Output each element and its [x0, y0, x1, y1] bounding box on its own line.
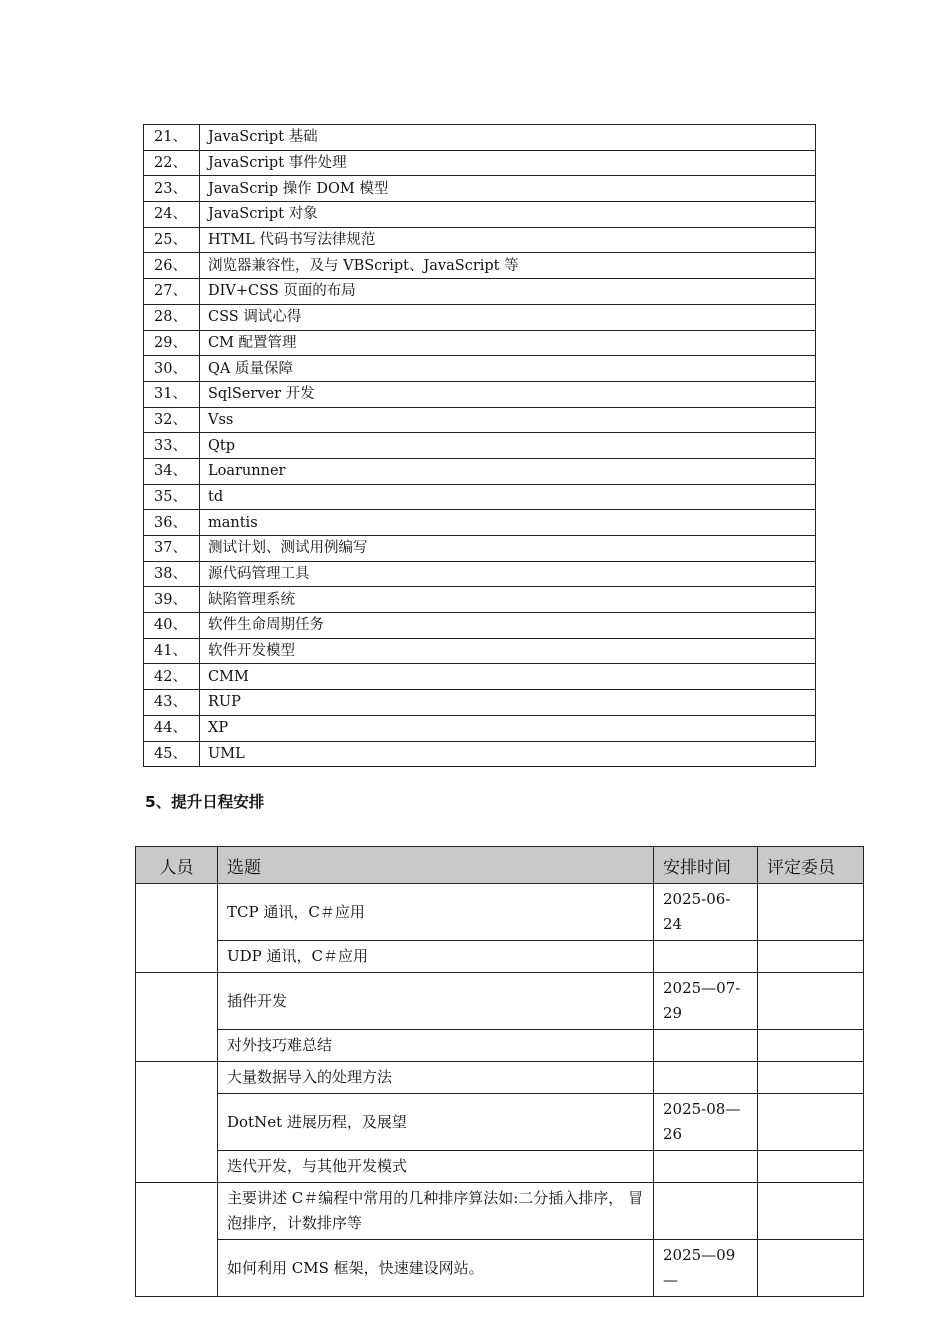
topic-text: JavaScript 事件处理: [200, 150, 816, 176]
topic-text: 缺陷管理系统: [200, 587, 816, 613]
topic-text: CSS 调试心得: [200, 304, 816, 330]
topic-number: 25、: [144, 227, 200, 253]
committee-cell: [758, 1062, 864, 1094]
topic-number: 36、: [144, 510, 200, 536]
table-row: [144, 381, 816, 407]
table-row: [144, 330, 816, 356]
topic-number: 32、: [144, 407, 200, 433]
topic-text: XP: [200, 715, 816, 741]
topic-text: RUP: [200, 690, 816, 716]
topic-number: 29、: [144, 330, 200, 356]
column-header-time: 安排时间: [654, 847, 758, 884]
schedule-table: [135, 846, 864, 1297]
table-row: [144, 536, 816, 562]
committee-cell: [758, 1030, 864, 1062]
committee-cell: [758, 884, 864, 941]
table-row: [144, 613, 816, 639]
table-row: [136, 1062, 864, 1094]
table-row: [136, 941, 864, 973]
topic-number: 31、: [144, 381, 200, 407]
topic-number: 24、: [144, 202, 200, 228]
table-row: [144, 407, 816, 433]
topic-text: JavaScrip 操作 DOM 模型: [200, 176, 816, 202]
table-row: [144, 253, 816, 279]
time-cell: [654, 1183, 758, 1240]
topic-cell: TCP 通讯，C＃应用: [218, 884, 654, 941]
table-row: [136, 884, 864, 941]
topic-cell: 大量数据导入的处理方法: [218, 1062, 654, 1094]
topic-number: 44、: [144, 715, 200, 741]
topic-number: 35、: [144, 484, 200, 510]
table-row: [144, 741, 816, 767]
topic-number: 33、: [144, 433, 200, 459]
topic-number: 27、: [144, 279, 200, 305]
topic-number: 38、: [144, 561, 200, 587]
table-row: [144, 690, 816, 716]
topic-number: 22、: [144, 150, 200, 176]
topic-number: 42、: [144, 664, 200, 690]
column-header-topic: 选题: [218, 847, 654, 884]
table-row: [136, 1030, 864, 1062]
topic-text: 浏览器兼容性，及与 VBScript、JavaScript 等: [200, 253, 816, 279]
time-cell: 2025-06-24: [654, 884, 758, 941]
topic-text: 测试计划、测试用例编写: [200, 536, 816, 562]
topic-number: 21、: [144, 125, 200, 151]
column-header-person: 人员: [136, 847, 218, 884]
topic-number: 41、: [144, 638, 200, 664]
topic-number: 43、: [144, 690, 200, 716]
table-row: [136, 1240, 864, 1297]
topic-text: UML: [200, 741, 816, 767]
table-row: [144, 715, 816, 741]
topic-text: SqlServer 开发: [200, 381, 816, 407]
table-header-row: [136, 847, 864, 884]
topic-text: Vss: [200, 407, 816, 433]
committee-cell: [758, 941, 864, 973]
topic-text: 软件开发模型: [200, 638, 816, 664]
topic-cell: UDP 通讯，C＃应用: [218, 941, 654, 973]
committee-cell: [758, 1240, 864, 1297]
table-row: [144, 561, 816, 587]
time-cell: [654, 1030, 758, 1062]
person-cell: [136, 1183, 218, 1297]
table-row: [144, 664, 816, 690]
table-row: [144, 304, 816, 330]
topic-text: DIV+CSS 页面的布局: [200, 279, 816, 305]
table-row: [144, 356, 816, 382]
topic-number: 30、: [144, 356, 200, 382]
topic-text: CM 配置管理: [200, 330, 816, 356]
topic-text: Qtp: [200, 433, 816, 459]
committee-cell: [758, 1183, 864, 1240]
person-cell: [136, 973, 218, 1062]
table-row: [136, 1183, 864, 1240]
topic-number: 28、: [144, 304, 200, 330]
time-cell: 2025-08—26: [654, 1094, 758, 1151]
topic-text: Loarunner: [200, 458, 816, 484]
topic-number: 23、: [144, 176, 200, 202]
committee-cell: [758, 973, 864, 1030]
topic-cell: 如何利用 CMS 框架，快速建设网站。: [218, 1240, 654, 1297]
table-row: [144, 587, 816, 613]
table-row: [144, 638, 816, 664]
table-row: [144, 150, 816, 176]
time-cell: 2025—09—: [654, 1240, 758, 1297]
table-row: [136, 973, 864, 1030]
topic-text: QA 质量保障: [200, 356, 816, 382]
column-header-committee: 评定委员: [758, 847, 864, 884]
committee-cell: [758, 1151, 864, 1183]
topic-number: 39、: [144, 587, 200, 613]
table-row: [144, 279, 816, 305]
topic-text: 软件生命周期任务: [200, 613, 816, 639]
topic-cell: 主要讲述 C＃编程中常用的几种排序算法如:二分插入排序， 冒泡排序，计数排序等: [218, 1183, 654, 1240]
table-row: [144, 510, 816, 536]
topic-number: 37、: [144, 536, 200, 562]
topic-text: CMM: [200, 664, 816, 690]
topic-text: mantis: [200, 510, 816, 536]
table-row: [144, 125, 816, 151]
table-row: [136, 1094, 864, 1151]
topic-text: td: [200, 484, 816, 510]
topic-number: 34、: [144, 458, 200, 484]
time-cell: [654, 941, 758, 973]
table-row: [144, 227, 816, 253]
topic-number: 40、: [144, 613, 200, 639]
section-heading: 5、提升日程安排: [145, 793, 265, 811]
time-cell: [654, 1062, 758, 1094]
topic-number: 26、: [144, 253, 200, 279]
committee-cell: [758, 1094, 864, 1151]
topic-cell: 迭代开发，与其他开发模式: [218, 1151, 654, 1183]
topic-text: JavaScript 基础: [200, 125, 816, 151]
topic-text: HTML 代码书写法律规范: [200, 227, 816, 253]
table-row: [144, 176, 816, 202]
topic-text: 源代码管理工具: [200, 561, 816, 587]
topic-cell: 插件开发: [218, 973, 654, 1030]
table-row: [144, 433, 816, 459]
time-cell: 2025—07-29: [654, 973, 758, 1030]
topic-text: JavaScript 对象: [200, 202, 816, 228]
topic-list-table: [143, 124, 816, 767]
person-cell: [136, 1062, 218, 1183]
table-row: [136, 1151, 864, 1183]
table-row: [144, 484, 816, 510]
person-cell: [136, 884, 218, 973]
table-row: [144, 202, 816, 228]
topic-cell: 对外技巧难总结: [218, 1030, 654, 1062]
topic-number: 45、: [144, 741, 200, 767]
topic-cell: DotNet 进展历程，及展望: [218, 1094, 654, 1151]
time-cell: [654, 1151, 758, 1183]
table-row: [144, 458, 816, 484]
